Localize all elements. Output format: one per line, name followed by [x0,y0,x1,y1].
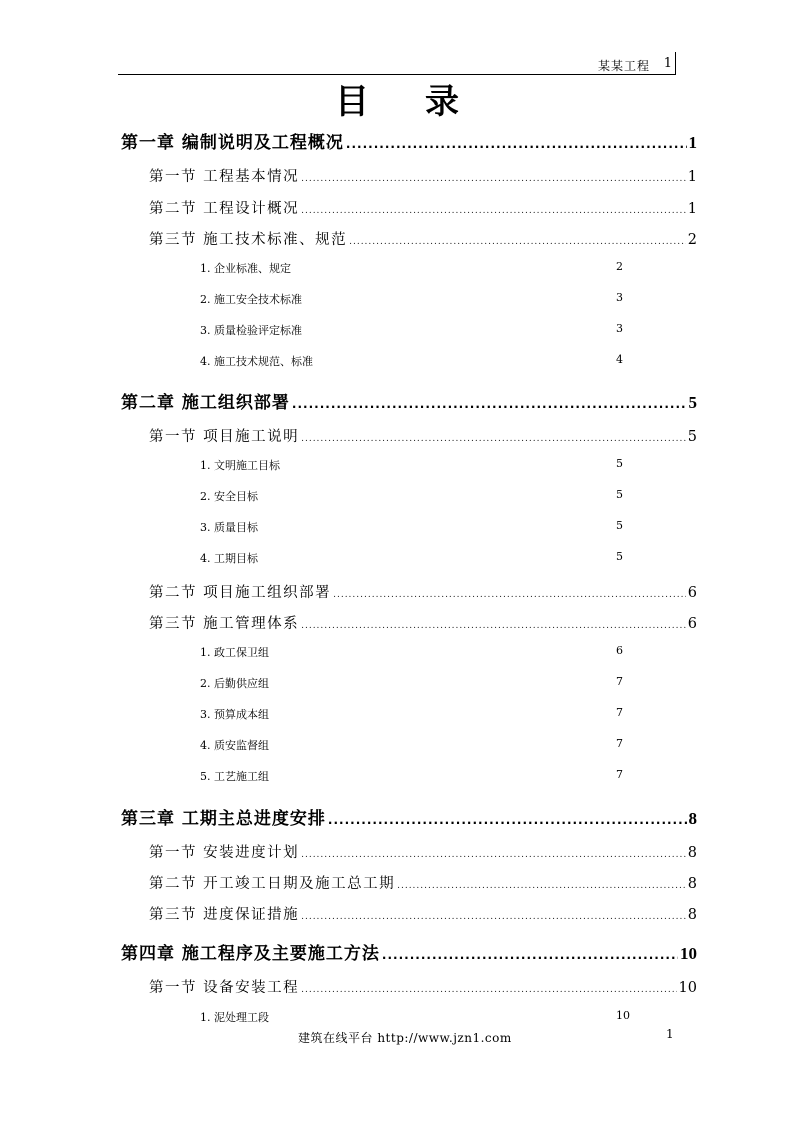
toc-item-label[interactable]: 1. 文明施工目标 [200,459,280,472]
toc-item-label[interactable]: 3. 质量目标 [200,521,258,534]
toc-item-label[interactable]: 4. 工期目标 [200,552,258,565]
toc-item-label[interactable]: 4. 质安监督组 [200,739,269,752]
toc-section-label: 第二节 项目施工组织部署 [149,585,332,601]
toc-section-label: 第一节 工程基本情况 [149,169,300,185]
toc-leader [382,948,678,962]
toc-item-page: 4 [616,353,623,366]
toc-leader [333,590,686,600]
toc-leader [349,237,686,247]
toc-section-page: 1 [687,169,697,185]
toc-item-label[interactable]: 3. 质量检验评定标准 [200,324,302,337]
toc-item-page: 10 [616,1009,630,1022]
toc-section-page: 8 [687,876,697,892]
toc-leader [328,813,687,827]
toc-leader [301,206,686,216]
toc-chapter[interactable] [121,939,697,964]
toc-item-label[interactable]: 1. 政工保卫组 [200,646,269,659]
toc-item-label[interactable]: 2. 施工安全技术标准 [200,293,302,306]
toc-chapter-label: 第一章 编制说明及工程概况 [121,133,344,153]
toc-section-label: 第一节 项目施工说明 [149,429,300,445]
footer-site-text: 建筑在线平台 http://www.jzn1.com [298,1031,512,1045]
toc-chapter[interactable] [121,804,697,829]
toc-item-label[interactable]: 2. 安全目标 [200,490,258,503]
toc-item-label[interactable]: 4. 施工技术规范、标准 [200,355,313,368]
toc-item-page: 2 [616,260,623,273]
toc-section[interactable] [149,197,697,218]
toc-item-page: 7 [616,675,623,688]
toc-item-label[interactable]: 2. 后勤供应组 [200,677,269,690]
toc-item-page: 5 [616,519,623,532]
toc-chapter-label: 第四章 施工程序及主要施工方法 [121,944,380,964]
toc-section[interactable] [149,612,697,633]
toc-leader [346,137,687,151]
toc-leader [301,434,686,444]
header-project-name: 某某工程 [597,59,650,73]
toc-section-page: 2 [687,232,697,248]
toc-section[interactable] [149,425,697,446]
toc-leader [301,985,676,995]
toc-chapter[interactable] [121,128,697,153]
toc-section-page: 8 [687,907,697,923]
toc-leader [301,621,686,631]
toc-section[interactable] [149,872,697,893]
toc-chapter-page: 1 [688,133,697,152]
toc-item-label[interactable]: 1. 企业标准、规定 [200,262,291,275]
toc-chapter-label: 第二章 施工组织部署 [121,393,290,413]
toc-section-label: 第三节 进度保证措施 [149,907,300,923]
toc-section[interactable] [149,581,697,602]
toc-chapter-page: 8 [688,809,697,828]
toc-item-page: 6 [616,644,623,657]
toc-section-page: 5 [687,429,697,445]
toc-section-label: 第三节 施工管理体系 [149,616,300,632]
toc-leader [301,850,686,860]
toc-section[interactable] [149,976,697,997]
toc-section-page: 1 [687,201,697,217]
toc-section[interactable] [149,903,697,924]
toc-item-label[interactable]: 1. 泥处理工段 [200,1011,269,1024]
toc-item-label[interactable]: 5. 工艺施工组 [200,770,269,783]
toc-section-label: 第三节 施工技术标准、规范 [149,232,348,248]
toc-section-page: 10 [678,980,697,996]
toc-leader [397,881,686,891]
toc-section-page: 8 [687,845,697,861]
toc-leader [292,397,687,411]
toc-chapter-page: 10 [680,944,697,963]
toc-section-label: 第一节 安装进度计划 [149,845,300,861]
toc-item-page: 7 [616,737,623,750]
toc-chapter-label: 第三章 工期主总进度安排 [121,809,326,829]
header-page-number: 1 [663,56,672,71]
footer-page-number: 1 [666,1027,674,1041]
toc-leader [301,174,686,184]
toc-item-page: 5 [616,488,623,501]
toc-item-page: 5 [616,457,623,470]
page-header [118,52,676,75]
toc-item-page: 7 [616,768,623,781]
toc-section[interactable] [149,841,697,862]
toc-section[interactable] [149,165,697,186]
toc-section[interactable] [149,228,697,249]
toc-section-label: 第二节 工程设计概况 [149,201,300,217]
toc-chapter-page: 5 [688,393,697,412]
toc-item-page: 3 [616,291,623,304]
header-divider [675,52,676,74]
toc-item-page: 7 [616,706,623,719]
toc-section-page: 6 [687,616,697,632]
toc-item-label[interactable]: 3. 预算成本组 [200,708,269,721]
page-title: 目录 [335,82,515,122]
toc-section-page: 6 [687,585,697,601]
toc-item-page: 3 [616,322,623,335]
toc-section-label: 第二节 开工竣工日期及施工总工期 [149,876,396,892]
toc-item-page: 5 [616,550,623,563]
toc-chapter[interactable] [121,388,697,413]
toc-section-label: 第一节 设备安装工程 [149,980,300,996]
toc-leader [301,912,686,922]
